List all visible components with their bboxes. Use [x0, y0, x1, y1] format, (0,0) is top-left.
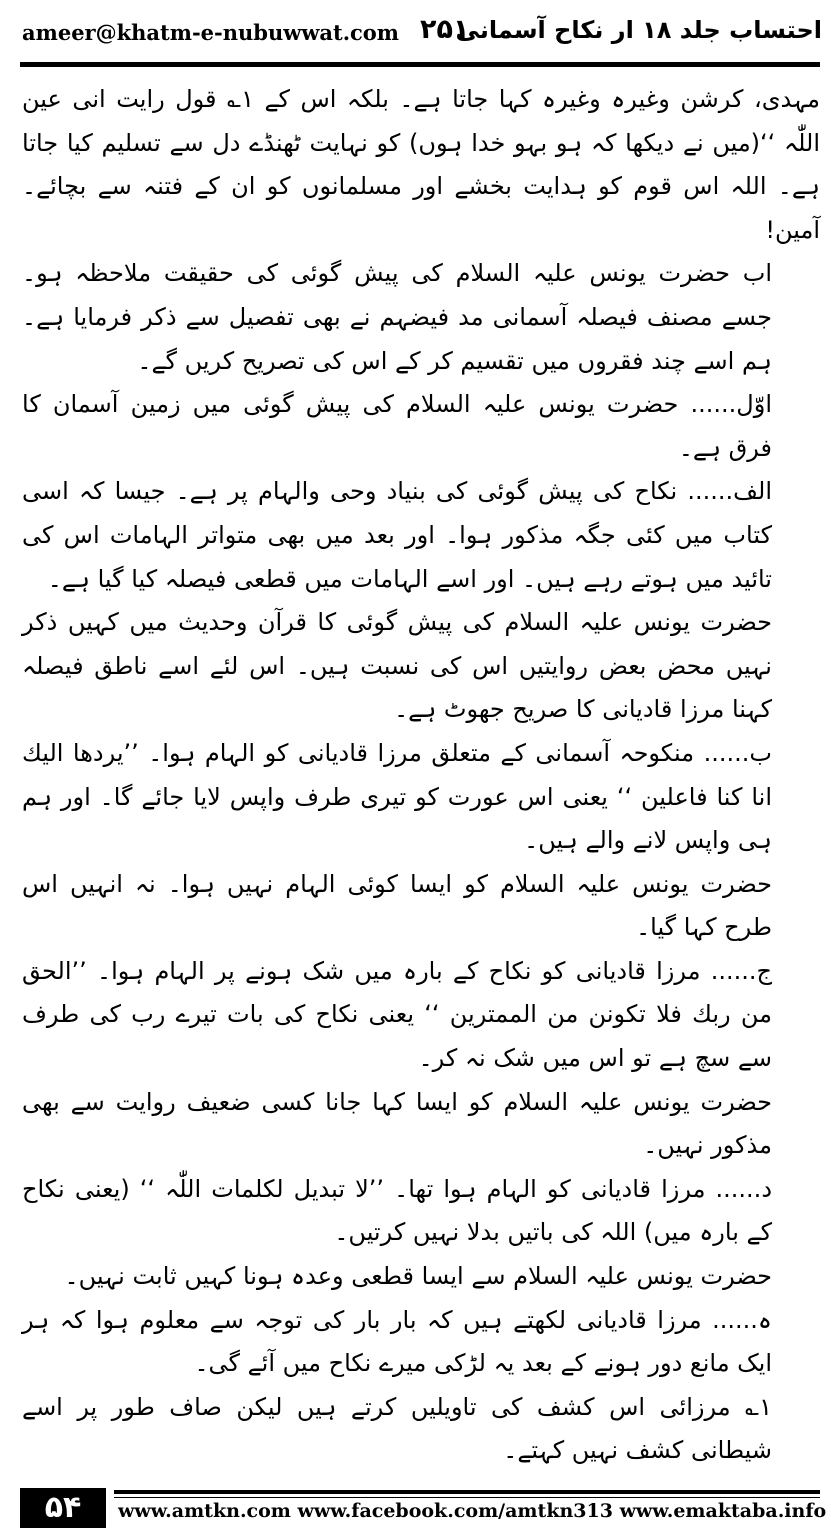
paragraph-point-jeem: ج...... مرزا قادیانی کو نکاح کے بارہ میں شک ہونے پر الہام ہوا۔ ’’الحق من ربك فلا تکونن من الممترین ‘‘ یعنی نکاح کی بات تیرے رب کی طرف سے سچ ہے تو اس میں شک نہ کر۔	[22, 956, 772, 1073]
footer-links: www.amtkn.com www.facebook.com/amtkn313 www.emaktaba.info	[118, 1500, 827, 1522]
header-rule	[20, 62, 820, 67]
footer-page-number: ۵۴	[20, 1488, 106, 1528]
footnote: ۱؎ مرزائی اس کشف کی تاویلیں کرتے ہیں لیکن صاف طور پر اسے شیطانی کشف نہیں کہتے۔	[22, 1392, 772, 1465]
paragraph-yunus-reply-dal: حضرت یونس علیہ السلام سے ایسا قطعی وعدہ ہونا کہیں ثابت نہیں۔	[64, 1262, 772, 1291]
paragraph-yunus-reply-jeem: حضرت یونس علیہ السلام کو ایسا کہا جانا کسی ضعیف روایت سے بھی مذکور نہیں۔	[22, 1087, 772, 1160]
paragraph-yunus-reply-be: حضرت یونس علیہ السلام کو ایسا کوئی الہام نہیں ہوا۔ نہ انہیں اس طرح کہا گیا۔	[22, 869, 772, 942]
header-email: ameer@khatm-e-nubuwwat.com	[22, 20, 400, 45]
paragraph-intro: مہدی، کرشن وغیرہ وغیرہ کہا جاتا ہے۔ بلکہ اس کے ۱؎ قول رایت انی عین اللّٰہ ‘‘(میں نے دیکھا کہ ہو بہو خدا ہوں) کو نہایت ٹھنڈے دل سے تسلیم کیا جاتا ہے۔ اللہ اس قوم کو ہدایت بخشے اور مسلمانوں کو ان کے فتنہ سے بچائے۔ آمین!	[22, 85, 820, 244]
header-book-title: احتساب جلد ۱۸ ار نکاح آسمانی	[455, 16, 822, 44]
paragraph-yunus-reply-alif: حضرت یونس علیہ السلام کی پیش گوئی کا قرآن وحدیث میں کہیں ذکر نہیں محض بعض روایتیں اس کی نسبت ہیں۔ اس لئے اسے ناطق فیصلہ کہنا مرزا قادیانی کا صریح جھوٹ ہے۔	[22, 608, 772, 724]
page-body	[22, 78, 820, 1473]
paragraph-point-be: ب...... منکوحہ آسمانی کے متعلق مرزا قادیانی کو الہام ہوا۔ ’’یردھا الیك انا کنا فاعلین ‘‘ یعنی اس عورت کو تیری طرف واپس لایا جائے گا۔ اور ہم ہی واپس لانے والے ہیں۔	[22, 738, 772, 855]
paragraph-point-first: اوّل...... حضرت یونس علیہ السلام کی پیش گوئی میں زمین آسمان کا فرق ہے۔	[22, 390, 772, 462]
paragraph-point-alif: الف...... نکاح کی پیش گوئی کی بنیاد وحی والہام پر ہے۔ جیسا کہ اسی کتاب میں کئی جگہ مذکور ہوا۔ اور بعد میں بھی متواتر الہامات اس کی تائید میں ہوتے رہے ہیں۔ اور اسے الہامات میں قطعی فیصلہ کیا گیا ہے۔	[22, 477, 772, 593]
page-header	[22, 14, 822, 54]
paragraph-point-dal: د...... مرزا قادیانی کو الہام ہوا تھا۔ ’’لا تبدیل لکلمات اللّٰہ ‘‘ (یعنی نکاح کے بارہ میں) اللہ کی باتیں بدلا نہیں کرتیں۔	[22, 1174, 772, 1247]
paragraph-point-he: ہ...... مرزا قادیانی لکھتے ہیں کہ بار بار کی توجہ سے معلوم ہوا کہ ہر ایک مانع دور ہونے کے بعد یہ لڑکی میرے نکاح میں آئے گی۔	[22, 1305, 772, 1378]
page-footer	[20, 1488, 827, 1530]
header-page-number: ۲۵۱	[420, 14, 470, 45]
paragraph-yunus-prophecy: اب حضرت یونس علیہ السلام کی پیش گوئی کی حقیقت ملاحظہ ہو۔ جسے مصنف فیصلہ آسمانی مد فیضہم نے بھی تفصیل سے ذکر فرمایا ہے۔ ہم اسے چند فقروں میں تقسیم کر کے اس کی تصریح کریں گے۔	[22, 259, 772, 375]
footer-rule-thick	[114, 1490, 820, 1494]
footer-rule-thin	[114, 1497, 820, 1498]
